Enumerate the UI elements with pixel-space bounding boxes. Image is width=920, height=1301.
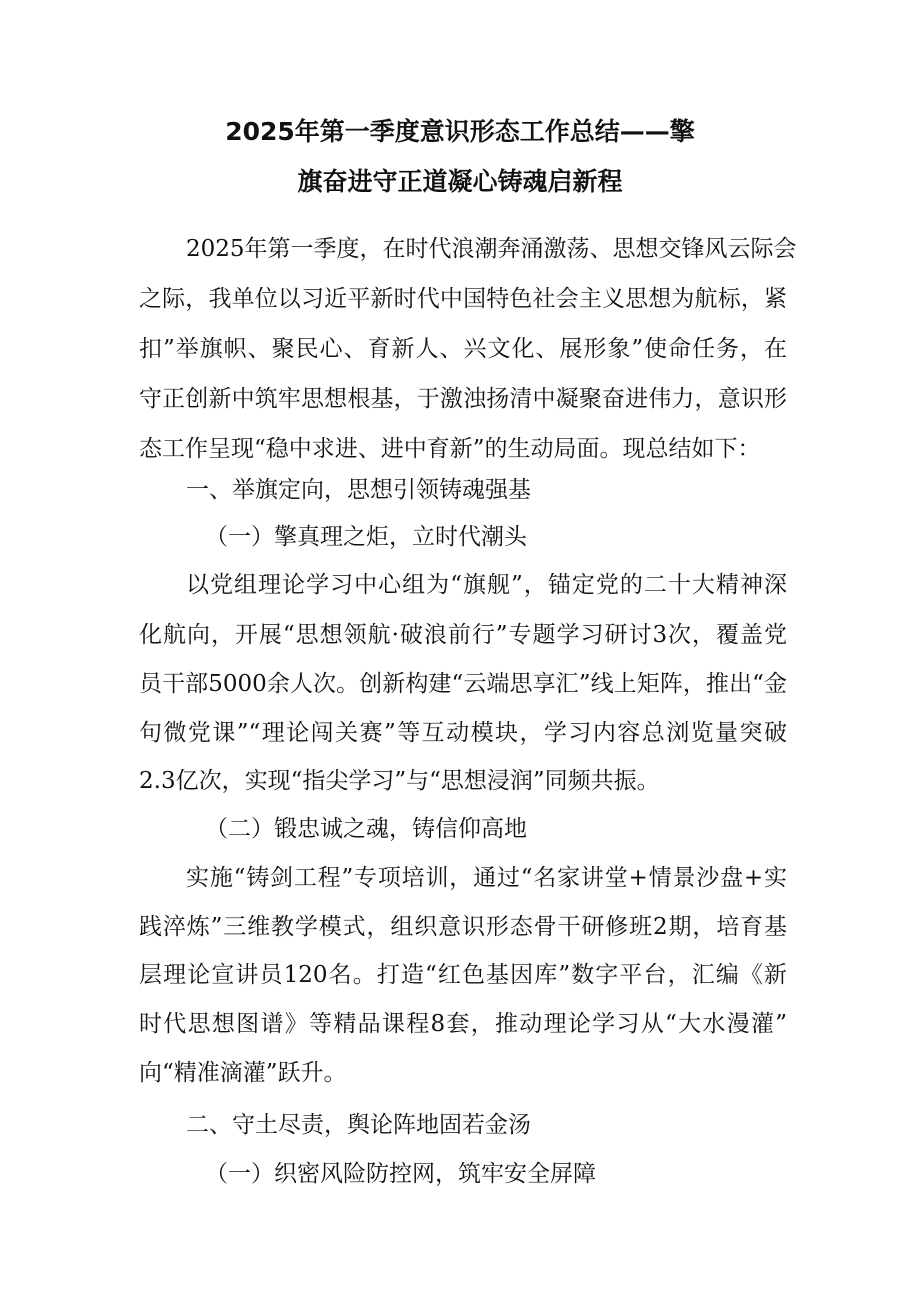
section-2-heading: 二、守土尽责，舆论阵地固若金汤 xyxy=(186,1112,531,1138)
section-1-sub-2-line: 时代思想图谱》等精品课程8套，推动理论学习从“大水漫灌” xyxy=(139,1011,787,1037)
section-1-sub-2-heading: （二）锻忠诚之魂，铸信仰高地 xyxy=(205,816,527,842)
document-title-line-1: 2025年第一季度意识形态工作总结——擎 xyxy=(225,117,695,146)
section-1-sub-2-line: 实施“铸剑工程”专项培训，通过“名家讲堂+情景沙盘+实 xyxy=(186,865,787,891)
section-1-sub-1-line: 2.3亿次，实现“指尖学习”与“思想浸润”同频共振。 xyxy=(139,768,660,794)
section-1-sub-2-line: 向“精准滴灌”跃升。 xyxy=(139,1060,347,1086)
section-1-sub-2-line: 层理论宣讲员120名。打造“红色基因库”数字平台，汇编《新 xyxy=(139,962,787,988)
intro-line: 扣”举旗帜、聚民心、育新人、兴文化、展形象”使命任务，在 xyxy=(139,336,787,362)
section-1-sub-1-heading: （一）擎真理之炬，立时代潮头 xyxy=(205,524,527,550)
section-1-sub-1-line: 员干部5000余人次。创新构建“云端思享汇”线上矩阵，推出“金 xyxy=(139,671,787,697)
section-1-sub-1-line: 句微党课”“理论闯关赛”等互动模块，学习内容总浏览量突破 xyxy=(139,720,787,746)
section-1-sub-1-line: 化航向，开展“思想领航·破浪前行”专题学习研讨3次，覆盖党 xyxy=(139,622,787,648)
section-2-sub-1-heading: （一）织密风险防控网，筑牢安全屏障 xyxy=(205,1161,596,1187)
section-1-heading: 一、举旗定向，思想引领铸魂强基 xyxy=(186,477,531,503)
intro-line: 2025年第一季度，在时代浪潮奔涌激荡、思想交锋风云际会 xyxy=(186,236,797,262)
intro-line: 之际，我单位以习近平新时代中国特色社会主义思想为航标，紧 xyxy=(139,286,787,312)
intro-line: 守正创新中筑牢思想根基，于激浊扬清中凝聚奋进伟力，意识形 xyxy=(139,386,787,412)
intro-line: 态工作呈现“稳中求进、进中育新”的生动局面。现总结如下： xyxy=(139,436,761,462)
section-1-sub-2-line: 践淬炼”三维教学模式，组织意识形态骨干研修班2期，培育基 xyxy=(139,914,787,940)
document-title-line-2: 旗奋进守正道凝心铸魂启新程 xyxy=(297,167,623,196)
section-1-sub-1-line: 以党组理论学习中心组为“旗舰”，锚定党的二十大精神深 xyxy=(186,572,787,598)
